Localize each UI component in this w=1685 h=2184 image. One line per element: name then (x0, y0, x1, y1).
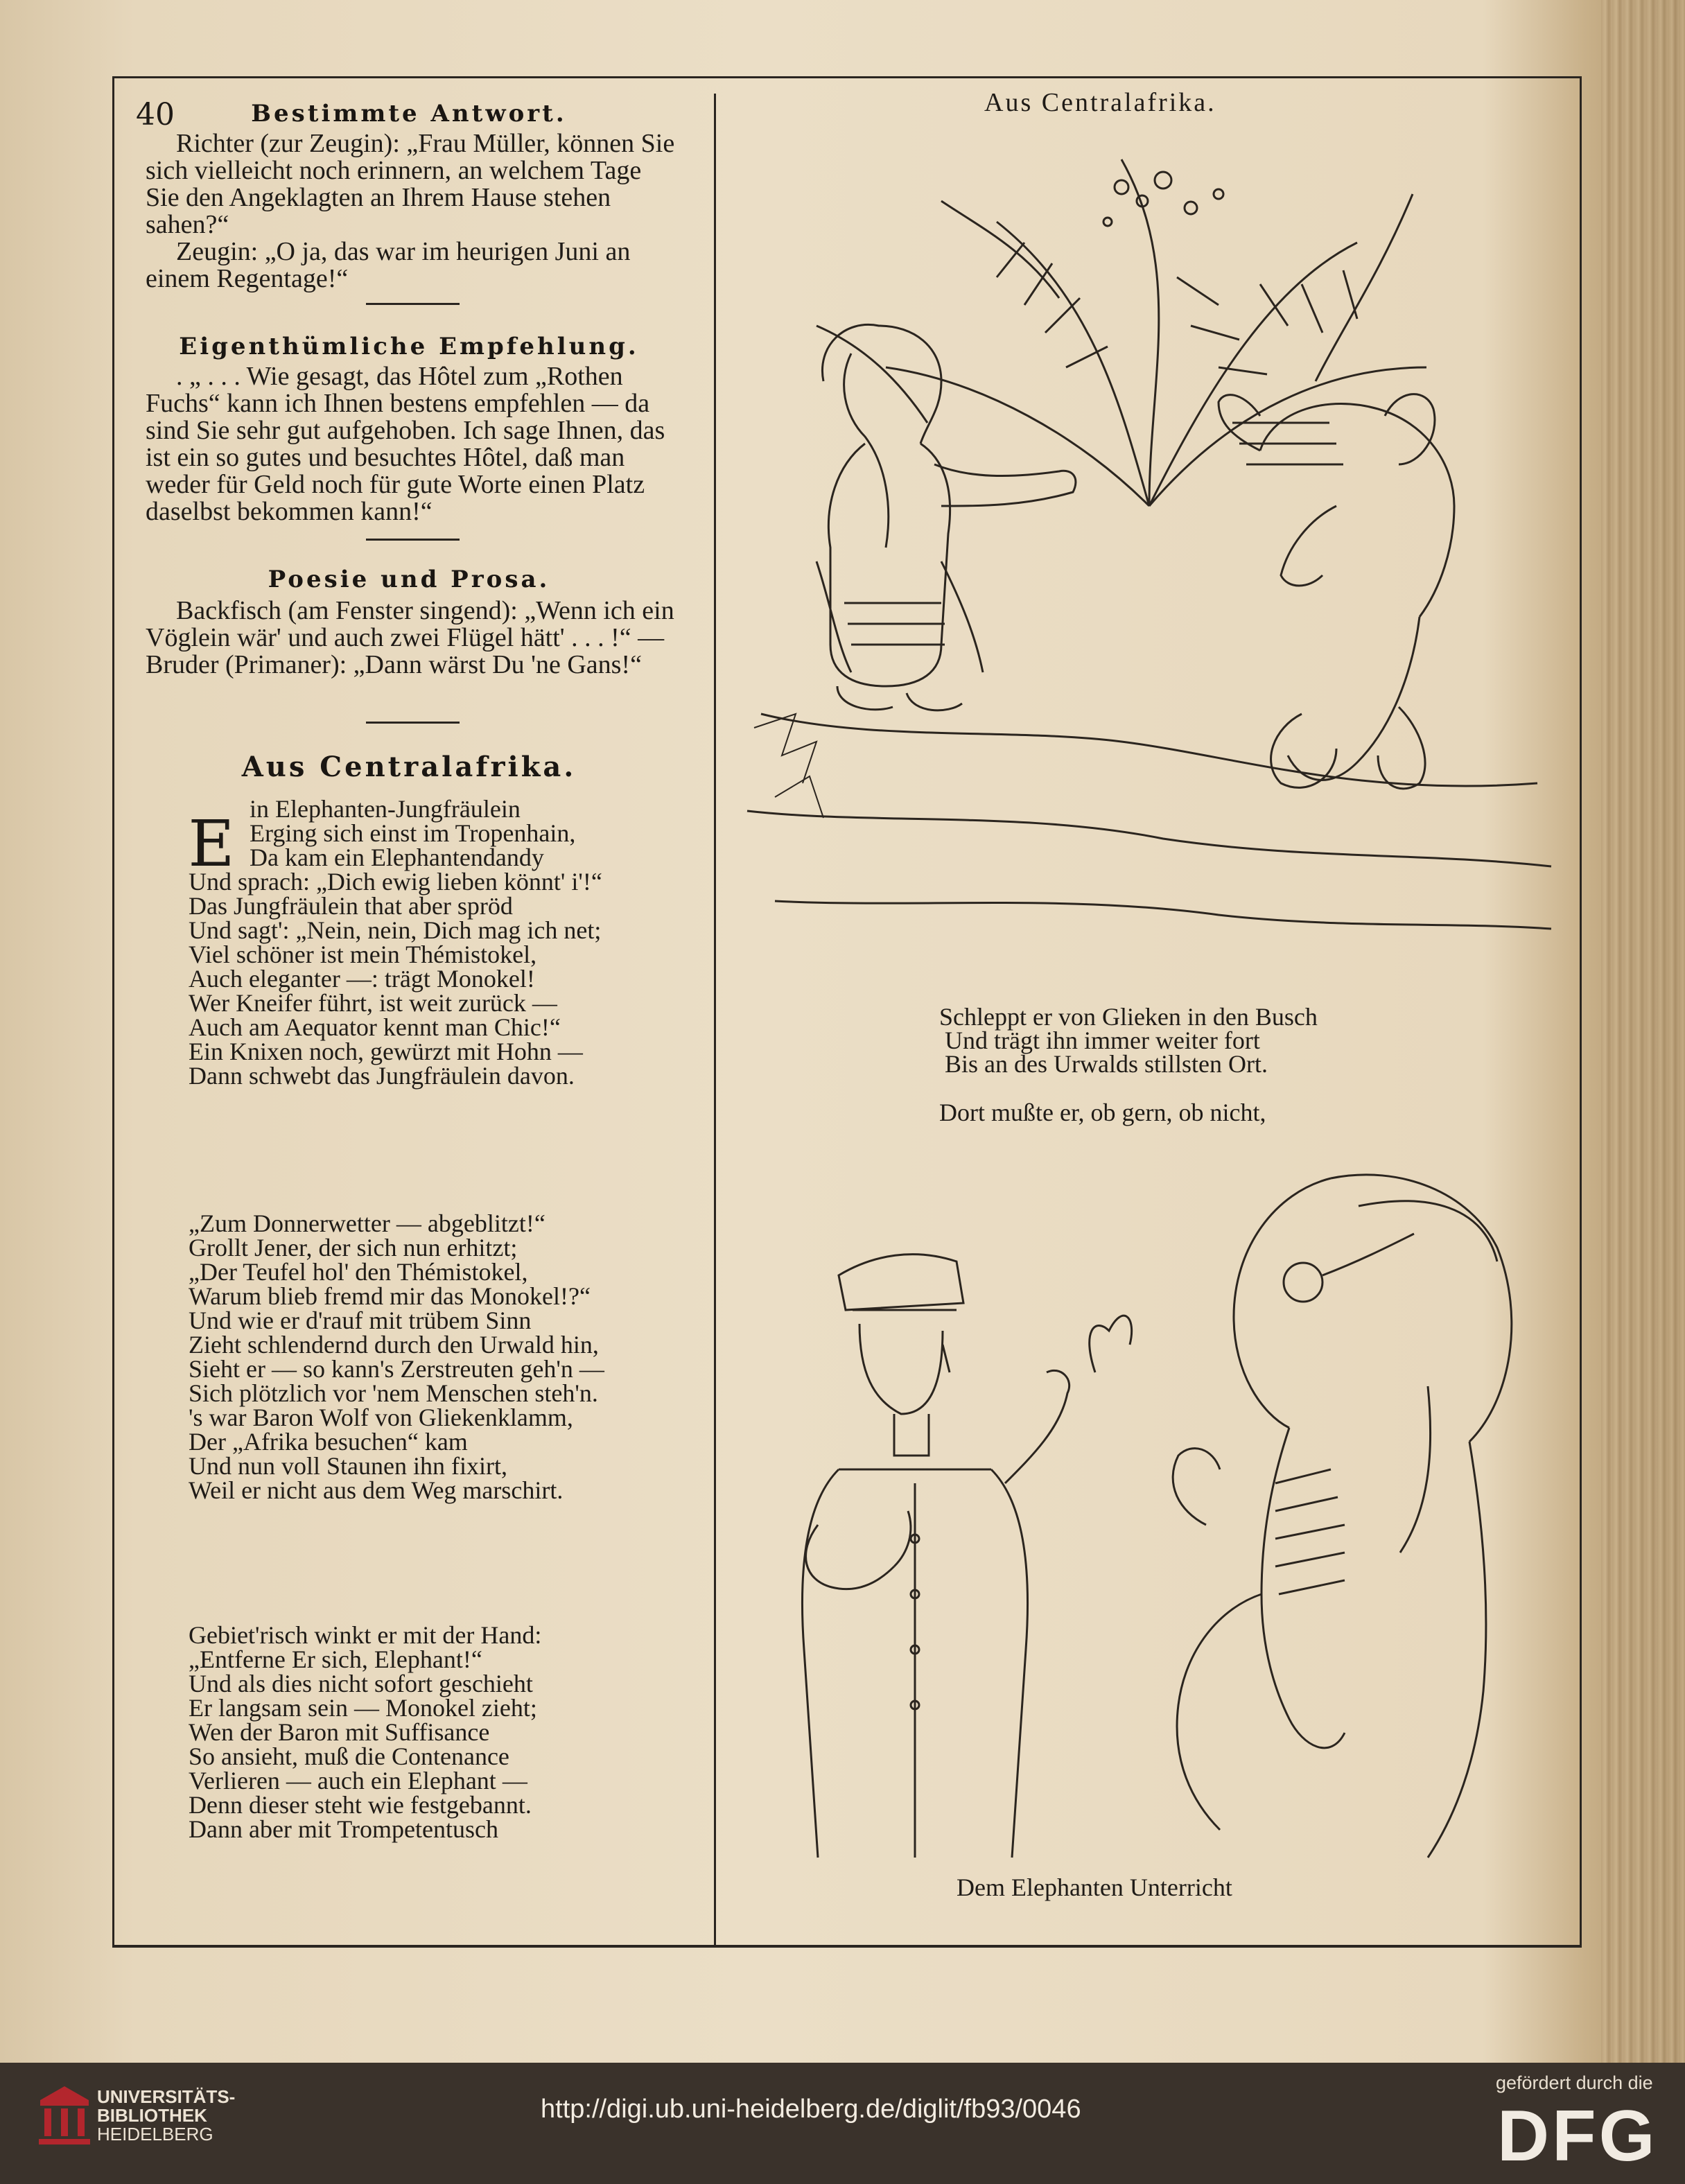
permalink[interactable]: http://digi.ub.uni-heidelberg.de/diglit/fb93/0046 (541, 2095, 1081, 2124)
column-rule (714, 94, 716, 1948)
poem-line: Auch am Aequator kennt man Chic!“ (189, 1013, 561, 1041)
library-line: HEIDELBERG (97, 2124, 213, 2144)
library-line: BIBLIOTHEK (97, 2105, 207, 2126)
section-heading: Bestimmte Antwort. (251, 100, 567, 128)
poem-line: So ansieht, muß die Contenance (189, 1742, 509, 1770)
illustration-title: Aus Centralafrika. (984, 88, 1216, 117)
paragraph: . „ . . . Wie gesagt, das Hôtel zum „Rothen Fuchs“ kann ich Ihnen bestens empfehlen — da sind Sie sehr gut aufgehoben. Ich sage Ihnen, das ist ein so gutes und besuchtes Hôtel, daß man weder für Geld noch für gute Worte einen Platz daselbst bekommen kann!“ (146, 362, 665, 526)
paragraph: Richter (zur Zeugin): „Frau Müller, können Sie sich vielleicht noch erinnern, an welchem Tage Sie den Angeklagten an Ihrem Hause stehen sahen?“ (146, 129, 675, 239)
poem-line: Gebiet'risch winkt er mit der Hand: (189, 1621, 542, 1649)
section-text (146, 363, 679, 525)
paragraph: Backfisch (am Fenster singend): „Wenn ich ein Vöglein wär' und auch zwei Flügel hätt' . . . !“ — Bruder (Primaner): „Dann wärst Du 'ne Gans!“ (146, 596, 674, 679)
poem-line: Zieht schlendernd durch den Urwald hin, (189, 1331, 599, 1359)
verse-line: Schleppt er von Glieken in den Busch (939, 1003, 1318, 1031)
dfg-logo: DFG (1497, 2096, 1658, 2176)
library-name (97, 2088, 235, 2144)
poem-line: Und als dies nicht sofort geschieht (189, 1670, 533, 1697)
paragraph: Zeugin: „O ja, das war im heurigen Juni an einem Regentage!“ (146, 237, 631, 293)
poem-line: 's war Baron Wolf von Gliekenklamm, (189, 1404, 573, 1431)
page-edge (1601, 0, 1685, 2063)
poem-line: Sich plötzlich vor 'nem Menschen steh'n. (189, 1379, 598, 1407)
poem-line: Warum blieb fremd mir das Monokel!?“ (189, 1282, 591, 1310)
funding-note: gefördert durch die (1496, 2072, 1653, 2093)
poem-line: Dann schwebt das Jungfräulein davon. (189, 1062, 575, 1090)
poem-line: Weil er nicht aus dem Weg marschirt. (189, 1476, 564, 1504)
section-text (146, 597, 679, 679)
section-heading: Eigenthümliche Empfehlung. (179, 333, 639, 360)
poem-line: Und nun voll Staunen ihn fixirt, (189, 1452, 507, 1480)
page-number: 40 (136, 97, 175, 132)
university-library-logo-icon (26, 2079, 103, 2156)
section-text (146, 130, 679, 292)
library-line: UNIVERSITÄTS- (97, 2086, 236, 2107)
poem-line: Denn dieser steht wie festgebannt. (189, 1791, 532, 1819)
poem-stanza-3 (189, 1623, 541, 1842)
poem-stanza-2 (189, 1209, 604, 1504)
verse-line: Bis an des Urwalds stillsten Ort. (945, 1050, 1268, 1078)
poem-line: „Zum Donnerwetter — abgeblitzt!“ (189, 1209, 545, 1237)
poem-line: Und wie er d'rauf mit trübem Sinn (189, 1307, 532, 1334)
verse-line: Und trägt ihn immer weiter fort (945, 1027, 1260, 1054)
poem-line: Erging sich einst im Tropenhain, (250, 819, 576, 847)
poem-line: Wen der Baron mit Suffisance (189, 1718, 490, 1746)
poem-stanza-1 (189, 797, 602, 1088)
poem-line: Das Jungfräulein that aber spröd (189, 892, 513, 920)
section-heading: Poesie und Prosa. (268, 566, 550, 593)
poem-line: Der „Afrika besuchen“ kam (189, 1428, 468, 1456)
poem-heading: Aus Centralafrika. (241, 751, 577, 783)
poem-line: Grollt Jener, der sich nun erhitzt; (189, 1234, 518, 1261)
poem-line: in Elephanten-Jungfräulein (250, 795, 521, 823)
poem-line: Und sprach: „Dich ewig lieben könnt' i'!“ (189, 868, 602, 896)
illustration-jungle-elephants (733, 118, 1572, 956)
divider (366, 722, 460, 724)
illustration-baron-and-elephant (735, 1164, 1566, 1871)
poem-line: Sieht er — so kann's Zerstreuten geh'n — (189, 1355, 604, 1383)
illustration-caption: Dem Elephanten Unterricht (957, 1873, 1232, 1901)
verse-block (939, 1005, 1318, 1124)
poem-line: Verlieren — auch ein Elephant — (189, 1767, 527, 1794)
divider (366, 539, 460, 541)
poem-line: Viel schöner ist mein Thémistokel, (189, 941, 537, 968)
drop-cap: E (188, 807, 235, 881)
poem-line: Wer Kneifer führt, ist weit zurück — (189, 989, 557, 1017)
poem-line: Dann aber mit Trompetentusch (189, 1815, 498, 1843)
poem-line: Er langsam sein — Monokel zieht; (189, 1694, 537, 1722)
poem-line: „Entferne Er sich, Elephant!“ (189, 1645, 482, 1673)
divider (366, 303, 460, 305)
poem-line: Da kam ein Elephantendandy (250, 844, 544, 871)
poem-line: Und sagt': „Nein, nein, Dich mag ich net; (189, 916, 602, 944)
poem-line: Ein Knixen noch, gewürzt mit Hohn — (189, 1038, 583, 1065)
poem-line: Auch eleganter —: trägt Monokel! (189, 965, 535, 993)
verse-line: Dort mußte er, ob gern, ob nicht, (939, 1099, 1266, 1126)
poem-line: „Der Teufel hol' den Thémistokel, (189, 1258, 528, 1286)
